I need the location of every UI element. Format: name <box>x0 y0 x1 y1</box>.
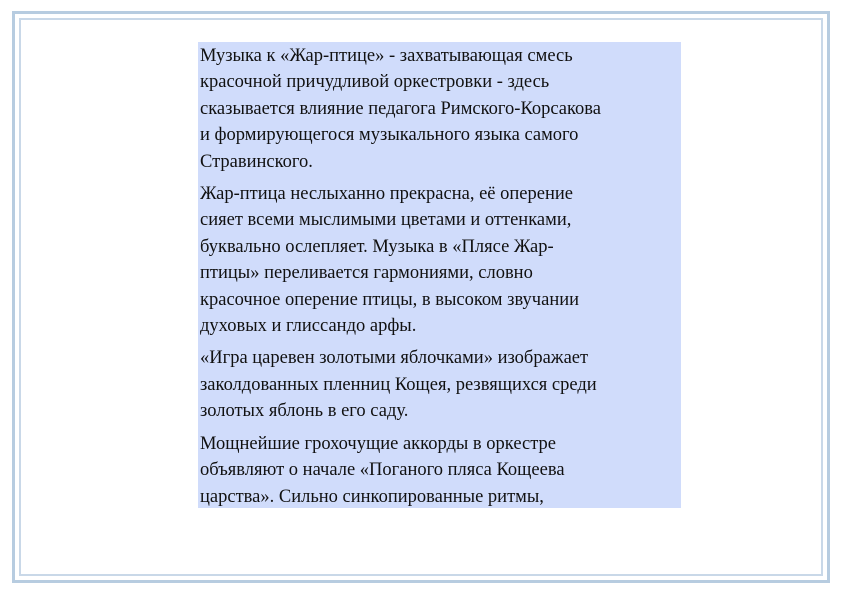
text-line: сказывается влияние педагога Римского-Корсакова <box>200 98 602 119</box>
text-line: царства». Сильно синкопированные ритмы, <box>200 486 544 507</box>
text-box <box>198 42 681 508</box>
text-line: Мощнейшие грохочущие аккорды в оркестре <box>200 433 556 454</box>
text-line: и формирующегося музыкального языка самого <box>200 125 579 146</box>
text-line: Музыка к «Жар-птице» - захватывающая смесь <box>200 46 573 66</box>
text-line: красочной причудливой оркестровки - здесь <box>200 72 550 93</box>
text-line: буквально ослепляет. Музыка в «Плясе Жар- <box>200 236 554 257</box>
paragraph-kashchei-dance <box>200 431 681 508</box>
text-line: птицы» переливается гармониями, словно <box>200 263 533 284</box>
text-line: духовых и глиссандо арфы. <box>200 316 417 337</box>
text-line: красочное оперение птицы, в высоком звучании <box>200 289 580 310</box>
paragraph-firebird-dance <box>200 181 681 339</box>
text-line: Жар-птица неслыханно прекрасна, её оперение <box>200 184 573 205</box>
text-line: объявляют о начале «Поганого пляса Кощеева <box>200 460 565 481</box>
paragraph-firebird-music <box>200 43 681 175</box>
text-line: сияет всеми мыслимыми цветами и оттенками, <box>200 210 572 231</box>
paragraph-princesses-game <box>200 345 681 424</box>
text-line: золотых яблонь в его саду. <box>200 401 409 422</box>
text-line: заколдованных пленниц Кощея, резвящихся среди <box>200 374 597 395</box>
text-line: «Игра царевен золотыми яблочками» изображает <box>200 348 589 369</box>
text-line: Стравинского. <box>200 151 313 172</box>
